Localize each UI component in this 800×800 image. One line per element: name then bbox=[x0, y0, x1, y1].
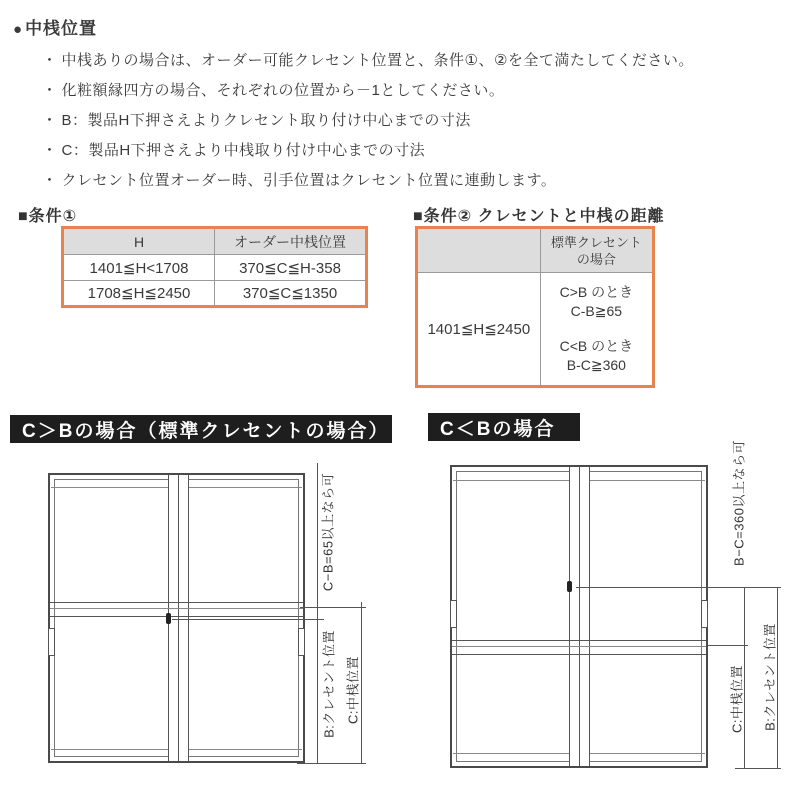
case-text: B-C≧360 bbox=[566, 357, 626, 373]
crescent-level-line bbox=[172, 619, 324, 620]
condition1-heading: ■条件① bbox=[18, 208, 78, 225]
mid-rail-line bbox=[50, 608, 303, 609]
column-header: オーダー中桟位置 bbox=[215, 229, 366, 255]
bullet-icon: ・ bbox=[42, 142, 58, 159]
section-bullet-icon: ● bbox=[13, 21, 24, 38]
diagram-right-title: C＜Bの場合 bbox=[428, 413, 580, 441]
spacer bbox=[541, 321, 652, 337]
window-drawing-left bbox=[48, 473, 305, 763]
mid-rail bbox=[50, 602, 303, 617]
bottom-level-tick bbox=[297, 763, 366, 764]
pull-handle-left bbox=[450, 600, 457, 628]
table-cell: 1708≦H≦2450 bbox=[64, 281, 215, 306]
mid-rail-line bbox=[452, 646, 706, 647]
bullet-icon: ・ bbox=[42, 52, 58, 69]
crescent-lock-mark bbox=[567, 581, 572, 592]
pull-handle-left bbox=[48, 628, 55, 656]
table-cell bbox=[540, 273, 652, 386]
table-row bbox=[64, 255, 365, 281]
list-item bbox=[42, 166, 787, 196]
list-item-text: C：製品H下押さえより中桟取り付け中心までの寸法 bbox=[61, 142, 426, 159]
crescent-level-line bbox=[576, 587, 781, 588]
condition2-heading: ■条件② クレセントと中桟の距離 bbox=[413, 208, 665, 225]
list-item bbox=[42, 76, 787, 106]
dim-label-rail: C:中桟位置 bbox=[729, 664, 745, 734]
case-text: C-B≧65 bbox=[570, 303, 623, 319]
table-cell: 370≦C≦H-358 bbox=[215, 255, 366, 281]
dim-label-gap: B−C=360以上なら可 bbox=[731, 440, 747, 566]
table-cell: 1401≦H<1708 bbox=[64, 255, 215, 281]
mid-rail bbox=[452, 640, 706, 655]
list-item bbox=[42, 46, 787, 76]
bullet-icon: ・ bbox=[42, 82, 58, 99]
dim-label-crescent: B:クレセント位置 bbox=[321, 630, 337, 738]
condition2-table bbox=[415, 226, 655, 388]
bullet-icon: ・ bbox=[42, 172, 58, 189]
list-item-text: 化粧額縁四方の場合、それぞれの位置から－1としてください。 bbox=[61, 82, 505, 99]
column-header: H bbox=[64, 229, 215, 255]
diagram-left-title: C＞Bの場合（標準クレセントの場合） bbox=[10, 415, 392, 443]
table-cell: 1401≦H≦2450 bbox=[418, 273, 540, 386]
bottom-level-tick bbox=[735, 768, 781, 769]
table-cell: 370≦C≦1350 bbox=[215, 281, 366, 306]
crescent-lock-mark bbox=[166, 613, 171, 624]
dim-label-rail: C:中桟位置 bbox=[345, 655, 361, 725]
column-header-line: の場合 bbox=[576, 251, 616, 267]
bullet-icon: ・ bbox=[42, 112, 58, 129]
table-row bbox=[64, 281, 365, 306]
list-item-text: B：製品H下押さえよりクレセント取り付け中心までの寸法 bbox=[61, 112, 471, 129]
column-header-line: 標準クレセント bbox=[550, 234, 642, 250]
pull-handle-right bbox=[298, 628, 305, 656]
column-header-empty bbox=[418, 229, 540, 273]
dim-label-gap: C−B=65以上なら可 bbox=[320, 472, 336, 592]
list-item bbox=[42, 106, 787, 136]
case-text: C<B のとき bbox=[559, 338, 634, 354]
page-title bbox=[13, 14, 97, 39]
case-text: C>B のとき bbox=[559, 284, 634, 300]
rail-level-tick bbox=[300, 607, 366, 608]
window-drawing-right bbox=[450, 465, 708, 768]
intro-list bbox=[42, 46, 787, 196]
pull-handle-right bbox=[701, 600, 708, 628]
dim-label-crescent: B:クレセント位置 bbox=[762, 623, 778, 731]
meeting-stile bbox=[178, 475, 189, 761]
list-item bbox=[42, 136, 787, 166]
meeting-stile bbox=[579, 467, 590, 766]
list-item-text: クレセント位置オーダー時、引手位置はクレセント位置に連動します。 bbox=[61, 172, 557, 189]
page-title-text: 中桟位置 bbox=[25, 19, 98, 38]
column-header bbox=[540, 229, 652, 273]
table-row bbox=[418, 273, 652, 386]
rail-level-tick bbox=[708, 645, 748, 646]
list-item-text: 中桟ありの場合は、オーダー可能クレセント位置と、条件①、②を全て満たしてください。 bbox=[61, 52, 694, 69]
condition1-table bbox=[61, 226, 368, 308]
